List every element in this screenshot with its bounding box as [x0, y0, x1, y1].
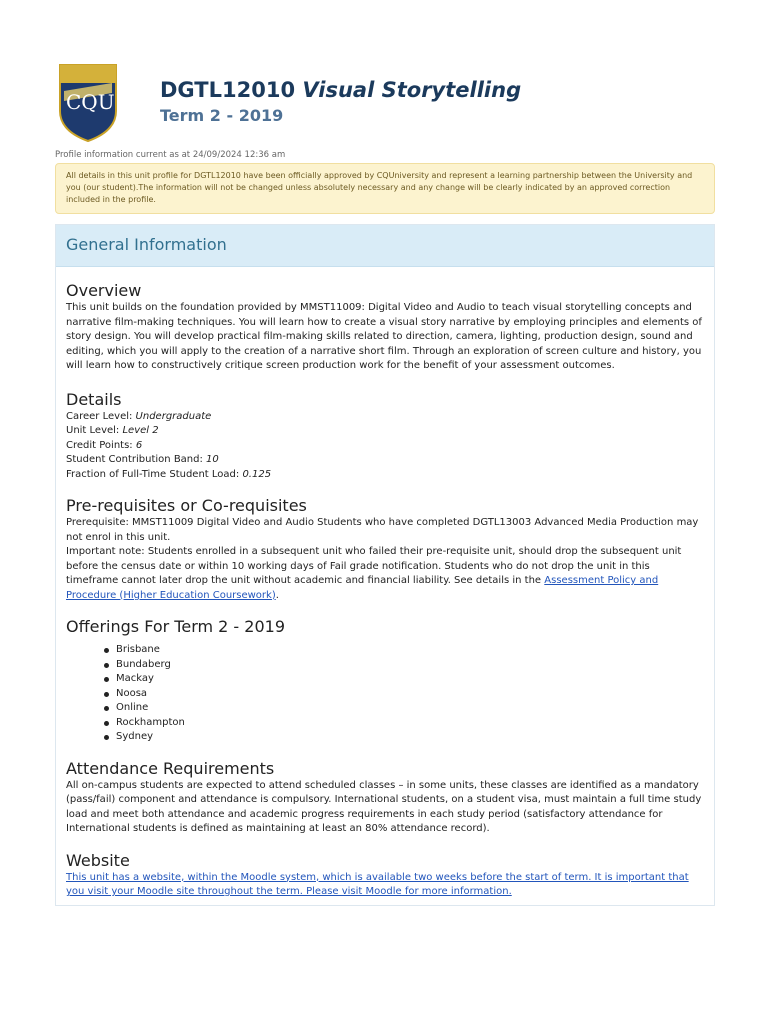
prerequisites-heading: Pre-requisites or Co-requisites — [66, 496, 307, 515]
page-title — [160, 78, 521, 102]
offerings-heading: Offerings For Term 2 - 2019 — [66, 617, 285, 636]
detail-item: Fraction of Full-Time Student Load: 0.125 — [66, 468, 272, 480]
moodle-website-link[interactable]: This unit has a website, within the Moodle system, which is available two weeks before the start of term. It is important that you visit your Moodle site throughout the term. Please visit Moodle for more information. — [66, 871, 689, 897]
important-note-text: Important note: Students enrolled in a subsequent unit who failed their pre-requisite unit, should drop the subsequent unit before the census date or within 10 working days of Fail grade notification. Students who do not drop the unit in this timeframe cannot later drop the unit without academic and financial liability. See details in the Assessment Policy and Procedure (Higher Education Coursework). — [66, 546, 682, 601]
list-item: Sydney — [104, 730, 704, 745]
overview-text: This unit builds on the foundation provided by MMST11009: Digital Video and Audio to teach visual storytelling concepts and narrative film-making techniques. You will learn how to create a visual story narrative by employing principles and elements of story design. You will develop practical film-making skills related to direction, camera, lighting, production design, sound and editing, which you will apply to the creation of a narrative short film. Through an exploration of screen culture and history, you will learn how to constructively critique screen production work for the benefit of your assessment outcomes. — [66, 302, 702, 371]
list-item: Bundaberg — [104, 658, 704, 673]
list-item: Rockhampton — [104, 716, 704, 731]
offerings-list — [66, 643, 704, 745]
detail-item: Career Level: Undergraduate — [66, 410, 212, 422]
logo-text: CQU — [66, 90, 115, 114]
assessment-policy-link[interactable]: Assessment Policy and Procedure (Higher Education Coursework) — [66, 575, 659, 601]
attendance-text: All on-campus students are expected to attend scheduled classes – in some units, these classes are identified as a mandatory (pass/fail) component and attendance is compulsory. International students, on a student visa, must maintain a full time study load and meet both attendance and academic progress requirements in each study period (satisfactory attendance for International students is defined as maintaining at least an 80% attendance record). — [66, 779, 702, 834]
detail-item: Unit Level: Level 2 — [66, 425, 159, 436]
panel-title: General Information — [56, 225, 714, 267]
unit-code: DGTL12010 — [160, 78, 296, 102]
details-section — [66, 390, 704, 483]
website-heading: Website — [66, 850, 130, 870]
prerequisite-text: Prerequisite: MMST11009 Digital Video and Audio Students who have completed DGTL13003 Advanced Media Production may not enrol in this unit. — [66, 517, 699, 543]
list-item: Online — [104, 701, 704, 716]
profile-current-text: Profile information current as at 24/09/2024 12:36 am — [55, 150, 286, 160]
attendance-section — [66, 759, 704, 837]
overview-heading: Overview — [66, 281, 142, 300]
detail-item: Credit Points: 6 — [66, 439, 143, 451]
website-section — [66, 851, 704, 900]
prerequisites-section — [66, 496, 704, 603]
list-item: Noosa — [104, 687, 704, 702]
detail-item: Student Contribution Band: 10 — [66, 454, 219, 465]
attendance-heading: Attendance Requirements — [66, 758, 275, 778]
approval-notice: All details in this unit profile for DGTL12010 have been officially approved by CQUniversity and represent a learning partnership between the University and you (our student).The information will not be changed unless absolutely necessary and any change will be clearly indicated by an approved correction included in the profile. — [55, 163, 715, 214]
list-item: Mackay — [104, 672, 704, 687]
overview-section — [66, 281, 704, 374]
unit-name: Visual Storytelling — [302, 78, 522, 102]
list-item: Brisbane — [104, 643, 704, 658]
cqu-logo — [58, 63, 118, 143]
term-label: Term 2 - 2019 — [160, 106, 284, 125]
general-information-panel — [55, 224, 715, 906]
details-heading: Details — [66, 389, 122, 409]
offerings-section — [66, 617, 704, 745]
